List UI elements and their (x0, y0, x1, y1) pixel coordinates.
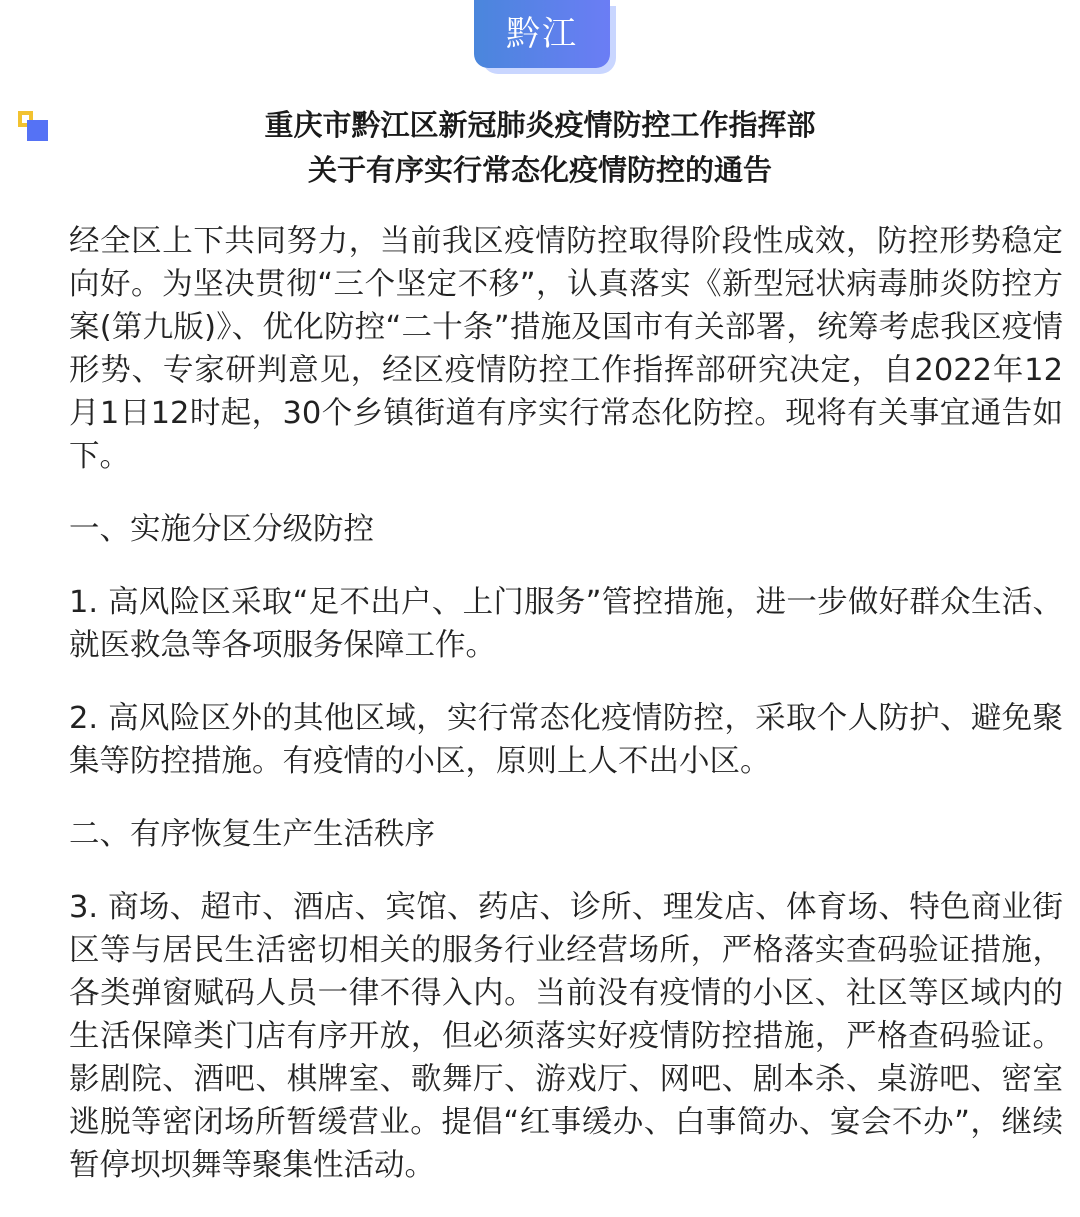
notice-body (69, 220, 1063, 1217)
marker-square (27, 120, 48, 141)
title-line-1: 重庆市黔江区新冠肺炎疫情防控工作指挥部 (264, 108, 816, 142)
item-2-paragraph: 2. 高风险区外的其他区域，实行常态化疫情防控，采取个人防护、避免聚集等防控措施。有疫情的小区，原则上人不出小区。 (69, 701, 1063, 779)
title-marker-icon (18, 111, 50, 141)
item-3-paragraph: 3. 商场、超市、酒店、宾馆、药店、诊所、理发店、体育场、特色商业街区等与居民生活密切相关的服务行业经营场所，严格落实查码验证措施，各类弹窗赋码人员一律不得入内。当前没有疫情的小区、社区等区域内的生活保障类门店有序开放，但必须落实好疫情防控措施，严格查码验证。影剧院、酒吧、棋牌室、歌舞厅、游戏厅、网吧、剧本杀、桌游吧、密室逃脱等密闭场所暂缓营业。提倡“红事缓办、白事简办、宴会不办”，继续暂停坝坝舞等聚集性活动。 (69, 890, 1063, 1183)
notice-title (60, 103, 1020, 193)
section-heading-1: 一、实施分区分级防控 (69, 512, 374, 547)
section-heading-2: 二、有序恢复生产生活秩序 (69, 817, 435, 852)
item-1-paragraph: 1. 高风险区采取“足不出户、上门服务”管控措施，进一步做好群众生活、就医救急等各项服务保障工作。 (69, 585, 1063, 663)
intro-paragraph: 经全区上下共同努力，当前我区疫情防控取得阶段性成效，防控形势稳定向好。为坚决贯彻“三个坚定不移”，认真落实《新型冠状病毒肺炎防控方案(第九版)》、优化防控“二十条”措施及国市有关部署，统筹考虑我区疫情形势、专家研判意见，经区疫情防控工作指挥部研究决定，自2022年12月1日12时起，30个乡镇街道有序实行常态化防控。现将有关事宜通告如下。 (69, 224, 1063, 474)
title-line-2: 关于有序实行常态化疫情防控的通告 (307, 153, 772, 187)
location-badge (474, 0, 616, 74)
location-tag: 黔江 (474, 0, 610, 68)
